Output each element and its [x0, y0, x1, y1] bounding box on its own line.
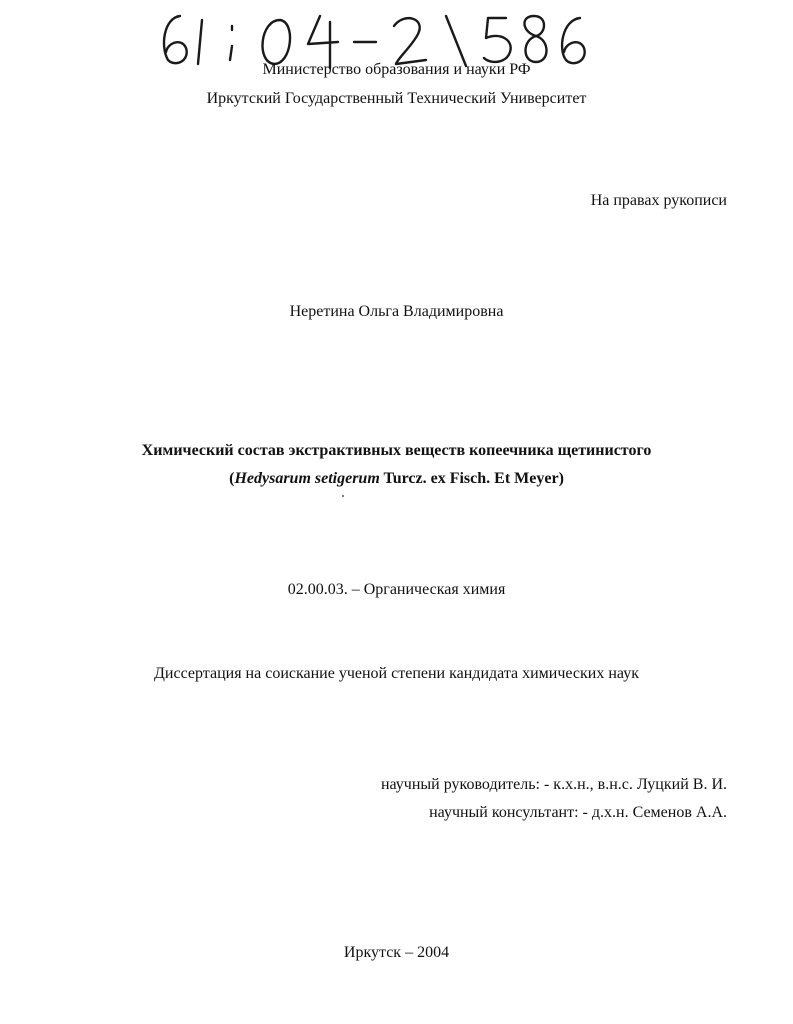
- scan-speck: [342, 495, 344, 497]
- author-name: Неретина Ольга Владимировна: [289, 303, 504, 320]
- title-authority: Turcz. ex Fisch. Et Meyer): [379, 470, 564, 487]
- specialty-code: 02.00.03. – Органическая химия: [287, 581, 506, 598]
- scientific-consultant: научный консультант: - д.х.н. Семенов А.А.: [429, 804, 727, 821]
- latin-species-name: Hedysarum setigerum: [234, 470, 380, 487]
- dissertation-title-line2: [0, 469, 793, 489]
- ministry-heading: Министерство образования и науки РФ: [262, 61, 531, 78]
- scientific-advisor: научный руководитель: - к.х.н., в.н.с. Луцкий В. И.: [380, 776, 727, 793]
- city-year: Иркутск – 2004: [343, 944, 450, 961]
- dissertation-title-line1: Химический состав экстрактивных веществ копеечника щетинистого: [141, 442, 652, 459]
- manuscript-note: На правах рукописи: [590, 192, 727, 209]
- dissertation-type: Диссертация на соискание ученой степени кандидата химических наук: [154, 665, 639, 682]
- title-paren-open: (: [229, 470, 235, 487]
- university-heading: Иркутский Государственный Технический Университет: [206, 90, 587, 107]
